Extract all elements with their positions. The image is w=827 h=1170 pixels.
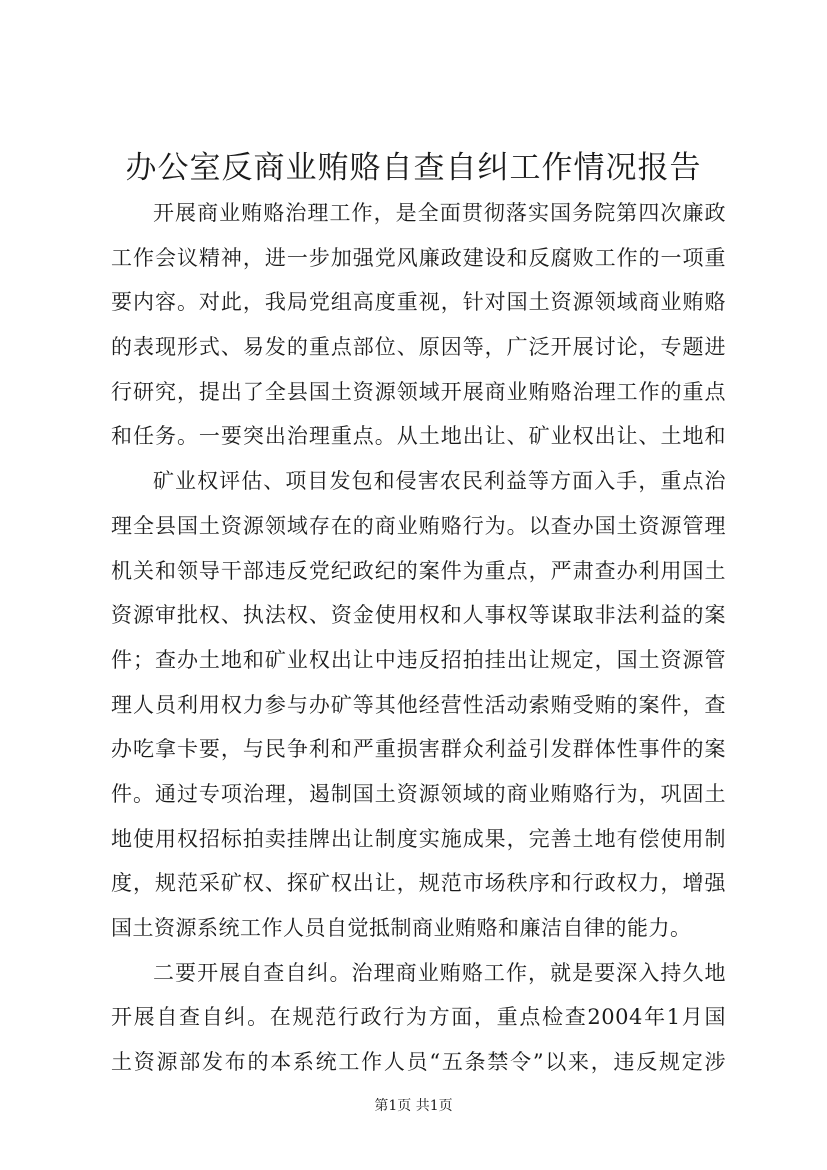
body-line: 要内容。对此，我局党组高度重视，针对国土资源领域商业贿赂 bbox=[111, 290, 726, 315]
body-line: 开展商业贿赂治理工作，是全面贯彻落实国务院第四次廉政 bbox=[153, 201, 726, 225]
body-line: 二要开展自查自纠。治理商业贿赂工作，就是要深入持久地 bbox=[153, 960, 726, 985]
document-title: 办公室反商业贿赂自查自纠工作情况报告 bbox=[125, 150, 702, 186]
body-line: 工作会议精神，进一步加强党风廉政建设和反腐败工作的一项重 bbox=[111, 245, 726, 270]
body-line: 理人员利用权力参与办矿等其他经营性活动索贿受贿的案件，查 bbox=[111, 692, 726, 717]
body-line: 件；查办土地和矿业权出让中违反招拍挂出让规定，国土资源管 bbox=[111, 647, 726, 672]
body-line: 机关和领导干部违反党纪政纪的案件为重点，严肃查办利用国土 bbox=[111, 558, 726, 583]
body-line: 土资源部发布的本系统工作人员“五条禁令”以来，违反规定涉 bbox=[111, 1050, 726, 1075]
body-line: 和任务。一要突出治理重点。从土地出让、矿业权出让、土地和 bbox=[111, 424, 726, 449]
page-number-footer: 第1页 共1页 bbox=[374, 1098, 453, 1114]
body-line: 国土资源系统工作人员自觉抵制商业贿赂和廉洁自律的能力。 bbox=[111, 916, 692, 940]
body-line: 矿业权评估、项目发包和侵害农民利益等方面入手，重点治 bbox=[153, 469, 726, 494]
body-line: 开展自查自纠。在规范行政行为方面，重点检查2004年1月国 bbox=[111, 1005, 726, 1030]
body-line: 件。通过专项治理，遏制国土资源领域的商业贿赂行为，巩固土 bbox=[111, 781, 726, 806]
body-line: 办吃拿卡要，与民争利和严重损害群众利益引发群体性事件的案 bbox=[111, 737, 726, 762]
body-line: 理全县国土资源领域存在的商业贿赂行为。以查办国土资源管理 bbox=[111, 513, 726, 538]
body-line: 资源审批权、执法权、资金使用权和人事权等谋取非法利益的案 bbox=[111, 603, 726, 628]
body-line: 地使用权招标拍卖挂牌出让制度实施成果，完善土地有偿使用制 bbox=[111, 826, 726, 851]
body-line: 度，规范采矿权、探矿权出让，规范市场秩序和行政权力，增强 bbox=[111, 871, 726, 896]
body-line: 的表现形式、易发的重点部位、原因等，广泛开展讨论，专题进 bbox=[111, 335, 726, 360]
body-line: 行研究，提出了全县国土资源领域开展商业贿赂治理工作的重点 bbox=[111, 379, 726, 404]
document-body bbox=[111, 191, 726, 1085]
